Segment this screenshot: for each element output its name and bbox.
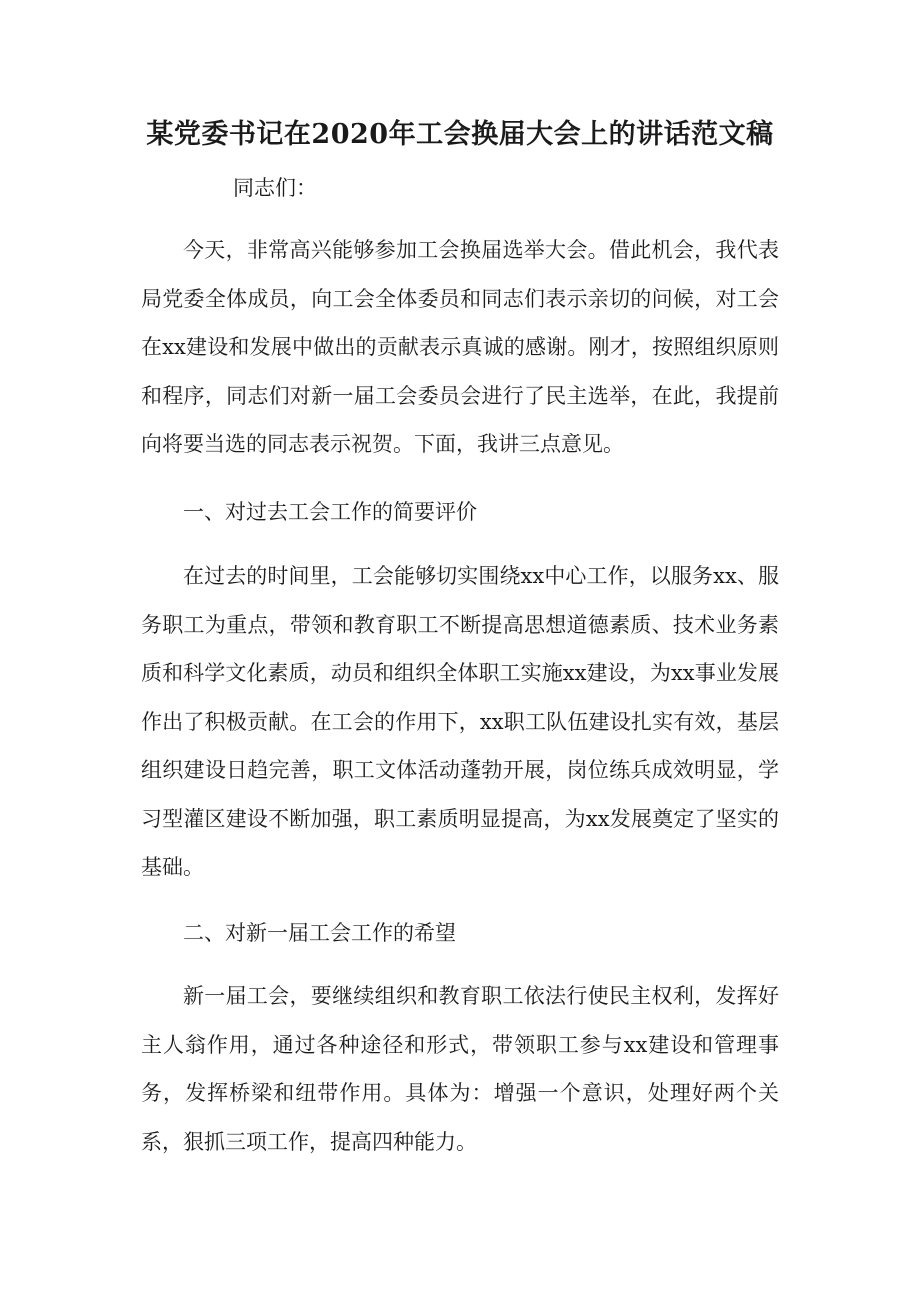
document-title: 某党委书记在2020年工会换届大会上的讲话范文稿 (146, 119, 774, 150)
section-heading-2: 二、对新一届工会工作的希望 (183, 921, 456, 945)
paragraph-review: 在过去的时间里，工会能够切实围绕xx中心工作，以服务xx、服务职工为重点，带领和教育职工不断提高思想道德素质、技术业务素质和科学文化素质，动员和组织全体职工实施xx建设，为xx事业发展作出了积极贡献。在工会的作用下，xx职工队伍建设扎实有效，基层组织建设日趋完善，职工文体活动蓬勃开展，岗位练兵成效明显，学习型灌区建设不断加强，职工素质明显提高，为xx发展奠定了坚实的基础。 (141, 564, 779, 879)
section-heading-1: 一、对过去工会工作的简要评价 (183, 500, 477, 524)
paragraph-hopes: 新一届工会，要继续组织和教育职工依法行使民主权利，发挥好主人翁作用，通过各种途径和形式，带领职工参与xx建设和管理事务，发挥桥梁和纽带作用。具体为：增强一个意识，处理好两个关系，狠抓三项工作，提高四种能力。 (141, 984, 779, 1154)
paragraph-intro: 今天，非常高兴能够参加工会换届选举大会。借此机会，我代表局党委全体成员，向工会全体委员和同志们表示亲切的问候，对工会在xx建设和发展中做出的贡献表示真诚的感谢。刚才，按照组织原则和程序，同志们对新一届工会委员会进行了民主选举，在此，我提前向将要当选的同志表示祝贺。下面，我讲三点意见。 (141, 238, 779, 456)
salutation: 同志们： (233, 176, 317, 200)
